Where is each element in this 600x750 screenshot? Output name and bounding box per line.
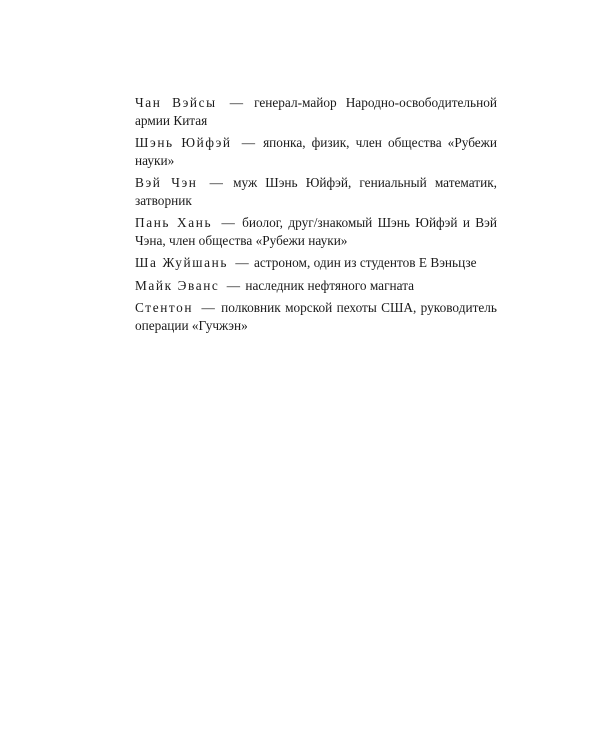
character-description: муж Шэнь Юйфэй, гениальный математик, затворник [135, 175, 498, 208]
character-name: Майк Эванс [135, 277, 220, 293]
list-item [135, 299, 497, 334]
character-name: Шэнь Юйфэй [135, 135, 232, 150]
character-list [135, 94, 497, 334]
dash-separator: — [241, 135, 255, 150]
dash-separator: — [235, 255, 249, 270]
list-item [135, 94, 497, 129]
character-description: полковник морской пехоты США, руководитель операции «Гучжэн» [135, 300, 497, 333]
character-description: астроном, один из студентов Е Вэньцзе [253, 255, 477, 270]
character-description: генерал-майор Народно-освободительной армии Китая [135, 95, 497, 128]
dash-separator: — [209, 175, 223, 190]
dash-separator: — [221, 215, 235, 230]
list-item [135, 174, 497, 209]
dash-separator: — [226, 277, 241, 293]
list-item [135, 214, 497, 249]
character-name: Ша Жуйшань [135, 255, 228, 270]
character-description: японка, физик, член общества «Рубежи науки» [135, 135, 497, 168]
list-item [135, 254, 497, 272]
list-item [135, 134, 497, 169]
character-name: Стентон [135, 300, 194, 315]
character-description: наследник нефтяного магната [245, 277, 415, 293]
dash-separator: — [201, 300, 215, 315]
dash-separator: — [229, 95, 244, 110]
character-name: Пань Хань [135, 215, 213, 230]
character-description: биолог, друг/знакомый Шэнь Юйфэй и Вэй Чэна, член общества «Рубежи науки» [135, 215, 497, 248]
character-name: Вэй Чэн [135, 175, 198, 190]
character-name: Чан Вэйсы [135, 95, 217, 110]
list-item [135, 277, 497, 295]
